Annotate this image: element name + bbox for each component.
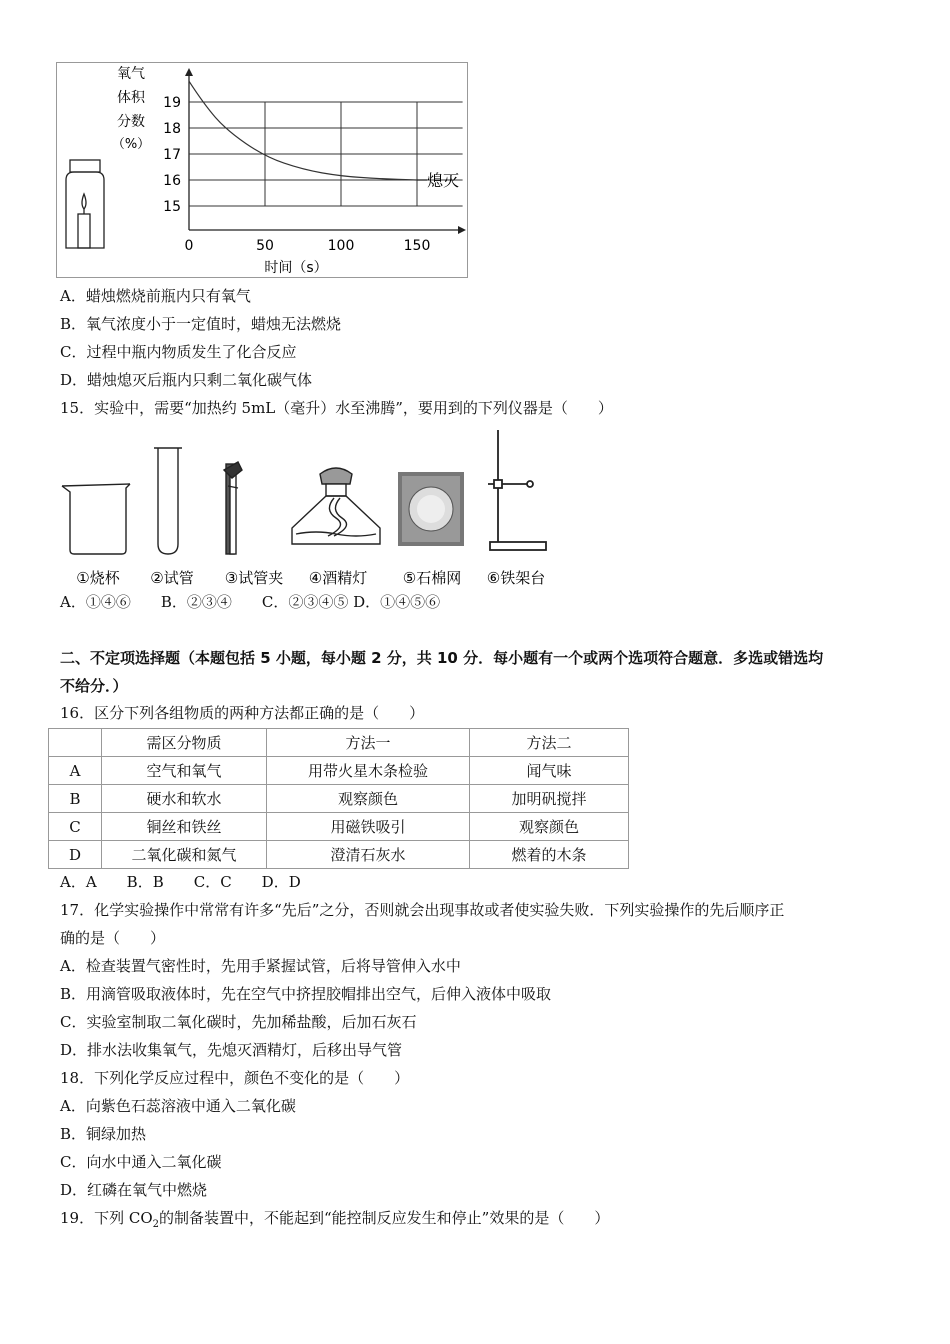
q17-stem-line2: 确的是（ ） [60,929,166,947]
table-cell: 用磁铁吸引 [267,813,470,841]
y-tick-label: 16 [163,173,181,189]
q17-option-b: B．用滴管吸取液体时，先在空气中挤捏胶帽排出空气，后伸入液体中吸取 [60,985,552,1003]
q19-stem-pre: 19．下列 CO [60,1209,153,1227]
table-cell: B [49,785,102,813]
q16-stem: 16．区分下列各组物质的两种方法都正确的是（ ） [60,704,425,722]
table-row [49,757,629,785]
q15-stem: 15．实验中，需要“加热约 5mL（毫升）水至沸腾”，要用到的下列仪器是（ ） [60,399,613,417]
q17-option-a: A．检查装置气密性时，先用手紧握试管，后将导管伸入水中 [60,957,461,975]
q15-options: A．①④⑥ B．②③④ C．②③④⑤ D．①④⑤⑥ [60,593,441,611]
table-cell: A [49,757,102,785]
beaker-icon [62,484,130,554]
ylabel-line-1: 氧气 [117,66,145,82]
table-cell: 观察颜色 [267,785,470,813]
table-row [49,841,629,869]
instrument-label-gauze: ⑤石棉网 [402,569,462,587]
ylabel-line-2: 体积 [117,90,145,106]
q18-option-b: B．铜绿加热 [60,1125,147,1143]
ylabel-line-4: （%） [111,137,151,152]
asbestos-gauze-icon [398,472,464,546]
q18-option-c: C．向水中通入二氧化碳 [60,1153,222,1171]
table-header-cell: 需区分物质 [102,729,267,757]
oxygen-curve-figure [56,62,468,278]
y-tick-label: 15 [163,199,181,215]
extinguish-label: 熄灭 [427,171,460,190]
q14-option-c: C．过程中瓶内物质发生了化合反应 [60,343,297,361]
test-tube-icon [154,448,182,554]
x-tick-labels [185,238,431,254]
ylabel-line-3: 分数 [117,114,145,130]
table-cell: 二氧化碳和氮气 [102,841,267,869]
table-cell: D [49,841,102,869]
y-tick-labels [163,95,181,215]
table-row [49,785,629,813]
table-cell: C [49,813,102,841]
instrument-label-stand: ⑥铁架台 [486,569,546,587]
y-tick-label: 19 [163,95,181,111]
q14-option-b: B．氧气浓度小于一定值时，蜡烛无法燃烧 [60,315,342,333]
table-cell: 燃着的木条 [470,841,629,869]
q16-options: A．A B．B C．C D．D [60,873,301,891]
table-header-cell [49,729,102,757]
q19-stem [60,1208,609,1235]
test-tube-clamp-icon [224,462,242,554]
y-tick-label: 17 [163,147,181,163]
table-cell: 加明矾搅拌 [470,785,629,813]
q18-option-a: A．向紫色石蕊溶液中通入二氧化碳 [60,1097,296,1115]
q14-option-a: A．蜡烛燃烧前瓶内只有氧气 [60,287,251,305]
q17-option-d: D．排水法收集氧气，先熄灭酒精灯，后移出导气管 [60,1041,403,1059]
y-tick-label: 18 [163,121,181,137]
instrument-label-clamp: ③试管夹 [224,569,284,587]
q19-stem-post: 的制备装置中，不能起到“能控制反应发生和停止”效果的是（ ） [159,1209,610,1227]
q18-stem: 18．下列化学反应过程中，颜色不变化的是（ ） [60,1069,410,1087]
oxygen-curve-line [189,81,417,180]
x-tick-label: 0 [184,238,194,254]
chart-grid [189,102,463,206]
x-axis-label: 时间（s） [264,260,328,276]
table-row [49,813,629,841]
x-tick-label: 50 [256,238,274,254]
q19-subscript: 2 [152,1219,160,1230]
table-header-cell: 方法二 [470,729,629,757]
table-cell: 硬水和软水 [102,785,267,813]
q16-table [48,728,629,869]
table-cell: 观察颜色 [470,813,629,841]
q18-option-d: D．红磷在氧气中燃烧 [60,1181,208,1199]
table-cell: 空气和氧气 [102,757,267,785]
candle-jar-illustration [66,160,104,248]
iron-stand-icon [488,430,546,550]
lab-instruments-figure [56,426,556,588]
table-cell: 铜丝和铁丝 [102,813,267,841]
instrument-label-beaker: ①烧杯 [76,569,120,587]
alcohol-lamp-icon [292,468,380,544]
table-cell: 闻气味 [470,757,629,785]
section2-heading-line2: 不给分．） [60,677,128,695]
instrument-label-test-tube: ②试管 [150,569,194,587]
table-header-cell: 方法一 [267,729,470,757]
q14-option-d: D．蜡烛熄灭后瓶内只剩二氧化碳气体 [60,371,313,389]
x-tick-label: 100 [327,238,355,254]
instrument-label-lamp: ④酒精灯 [308,569,368,587]
table-cell: 澄清石灰水 [267,841,470,869]
q17-option-c: C．实验室制取二氧化碳时，先加稀盐酸，后加石灰石 [60,1013,417,1031]
table-cell: 用带火星木条检验 [267,757,470,785]
table-header-row [49,729,629,757]
x-tick-label: 150 [403,238,431,254]
q17-stem-line1: 17．化学实验操作中常常有许多“先后”之分，否则就会出现事故或者使实验失败．下列实验操作的先后顺序正 [60,901,785,919]
section2-heading-line1: 二、不定项选择题（本题包括 5 小题，每小题 2 分，共 10 分．每小题有一个或两个选项符合题意．多选或错选均 [60,649,824,667]
